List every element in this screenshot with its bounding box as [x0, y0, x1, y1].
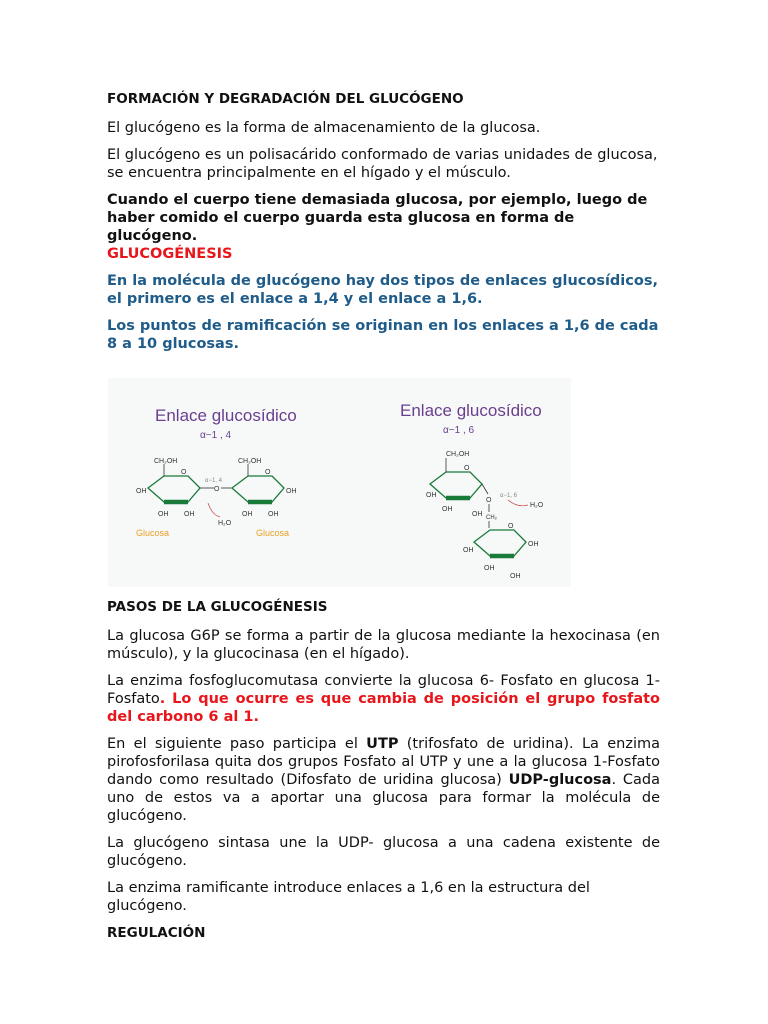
step-branching-enzyme: La enzima ramificante introduce enlaces a 1,6 en la estructura del glucógeno.	[107, 880, 590, 914]
document-title: FORMACIÓN Y DEGRADACIÓN DEL GLUCÓGENO	[107, 91, 464, 107]
glucose-ring-1	[148, 476, 200, 502]
paragraph-definition: El glucógeno es la forma de almacenamiento de la glucosa.	[107, 120, 541, 136]
ring2-ch2oh: CH₂OH	[238, 458, 262, 465]
ch2-group: CH₂	[486, 515, 497, 521]
ring2-oh-bottom-right: OH	[268, 511, 279, 518]
step-phosphoglucomutase	[107, 672, 660, 726]
glucose-ring-top	[430, 472, 482, 498]
ring1-ring-oxygen: O	[181, 469, 187, 476]
top-ring-oxygen: O	[464, 465, 470, 472]
top-ring-oh-left: OH	[426, 492, 437, 499]
glucose-ring-2	[232, 476, 284, 502]
glucose-label-2: Glucosa	[256, 528, 290, 538]
step-utp-text-b: (trifosfato de uridina). La enzima pirofosforilasa quita dos grupos Fosfato al UTP y une a la glucosa 1-Fosfato dando como resultado (Difosfato de uridina glucosa)	[107, 736, 661, 788]
left-bond-label: α−1, 4	[205, 478, 222, 484]
paragraph-bond-types: En la molécula de glucógeno hay dos tipos de enlaces glucosídicos, el primero es el enlace a 1,4 y el enlace a 1,6.	[107, 273, 658, 307]
left-diagram-title: Enlace glucosídico	[155, 406, 297, 425]
step-phosphoglucomutase-highlight: . Lo que ocurre es que cambia de posición el grupo fosfato del carbono 6 al 1.	[107, 691, 660, 725]
intro-section	[107, 90, 660, 353]
storage-text: Cuando el cuerpo tiene demasiada glucosa, por ejemplo, luego de haber comido el cuerpo guarda esta glucosa en forma de glucógeno.	[107, 192, 648, 244]
ring2-oh-right: OH	[286, 488, 297, 495]
bridge-oxygen-16: O	[486, 497, 492, 504]
step-utp-text-a: En el siguiente paso participa el	[107, 736, 367, 752]
glucose-ring-bottom	[474, 530, 526, 556]
right-diagram-subtitle: α−1 , 6	[443, 425, 475, 436]
left-water: H₂O	[218, 520, 232, 527]
bridge-oxygen: O	[214, 486, 220, 493]
udp-glucose-term: UDP-glucosa	[508, 772, 612, 788]
glucose-label-1: Glucosa	[136, 528, 170, 538]
step-utp	[107, 735, 660, 825]
utp-term: UTP	[366, 736, 399, 752]
regulation-heading: REGULACIÓN	[107, 925, 206, 941]
bottom-ring-oh-left: OH	[463, 547, 474, 554]
bottom-ring-oh-bottom-right: OH	[510, 573, 521, 580]
step-phosphoglucomutase-text: La enzima fosfoglucomutasa convierte la glucosa 6- Fosfato en glucosa 1-Fosfato	[107, 673, 660, 707]
steps-heading: PASOS DE LA GLUCOGÉNESIS	[107, 599, 328, 615]
top-ring-oh-bottom-left: OH	[442, 506, 453, 513]
ring1-oh-left: OH	[136, 488, 147, 495]
ring2-oh-bottom-left: OH	[242, 511, 253, 518]
top-ring-ch2oh: CH₂OH	[446, 451, 470, 458]
step-g6p: La glucosa G6P se forma a partir de la glucosa mediante la hexocinasa (en músculo), y la glucocinasa (en el hígado).	[107, 628, 660, 662]
paragraph-storage	[107, 191, 660, 263]
bottom-ring-oh-bottom-left: OH	[484, 565, 495, 572]
right-water: H₂O	[530, 502, 544, 509]
bottom-ring-oh-right: OH	[528, 541, 539, 548]
right-bond-label: α−1, 6	[500, 493, 517, 499]
step-glycogen-synthase: La glucógeno sintasa une la UDP- glucosa a una cadena existente de glucógeno.	[107, 835, 660, 869]
glucogenesis-label: GLUCOGÉNESIS	[107, 246, 233, 262]
glycosidic-bond-figure	[108, 378, 571, 587]
ring1-ch2oh: CH₂OH	[154, 458, 178, 465]
steps-section	[107, 598, 660, 953]
ring1-oh-bottom-left: OH	[158, 511, 169, 518]
glycosidic-bond-diagram	[108, 378, 571, 587]
top-ring-oh-bottom-right: OH	[472, 511, 483, 518]
bottom-ring-oxygen: O	[508, 523, 514, 530]
step-utp-text-c: . Cada uno de estos va a aportar una glucosa para formar la molécula de glucógeno.	[107, 772, 660, 824]
right-diagram-title: Enlace glucosídico	[400, 401, 542, 420]
left-diagram-subtitle: α−1 , 4	[200, 430, 232, 441]
paragraph-branch-points: Los puntos de ramificación se originan en los enlaces a 1,6 de cada 8 a 10 glucosas.	[107, 318, 659, 352]
ring2-ring-oxygen: O	[265, 469, 271, 476]
paragraph-polysaccharide: El glucógeno es un polisacárido conformado de varias unidades de glucosa, se encuentra principalmente en el hígado y el músculo.	[107, 147, 658, 181]
ring1-oh-bottom-right: OH	[184, 511, 195, 518]
